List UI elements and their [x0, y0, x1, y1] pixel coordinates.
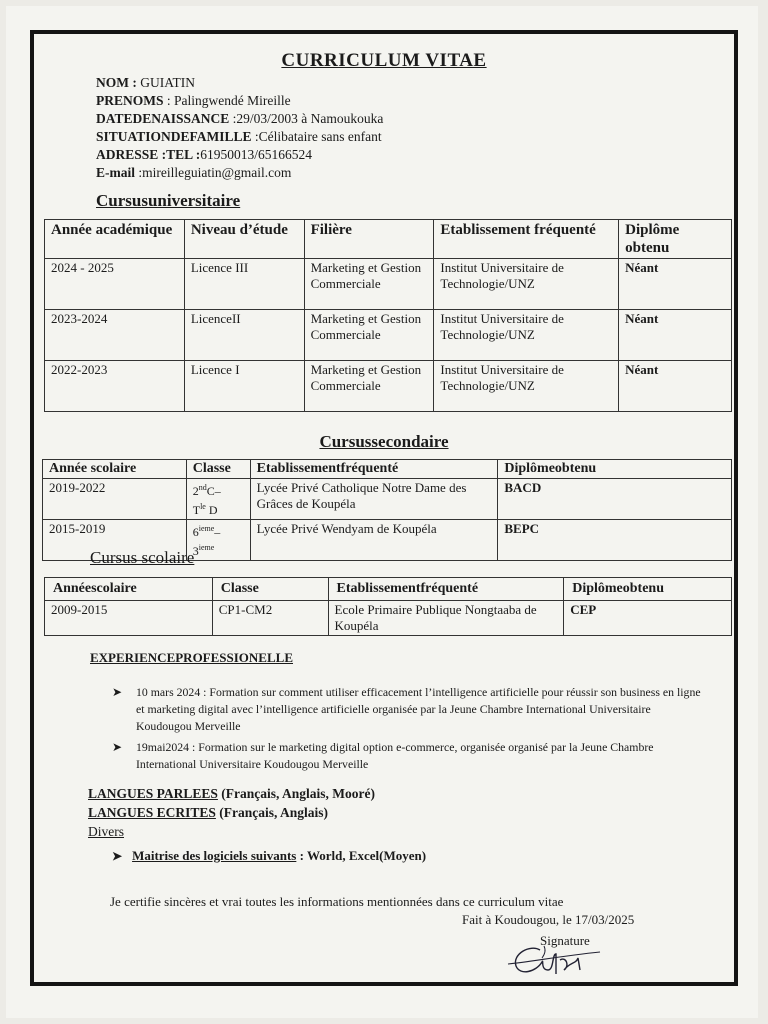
- place-date: Fait à Koudougou, le 17/03/2025: [462, 912, 635, 927]
- scolaire-col-header: Diplômeobtenu: [564, 578, 732, 601]
- table-cell: Néant: [619, 310, 732, 361]
- table-cell: Marketing et Gestion Commerciale: [304, 259, 434, 310]
- table-cell: CP1-CM2: [212, 601, 328, 636]
- scolaire-header-row: [45, 578, 732, 601]
- table-cell: Institut Universitaire de Technologie/UNZ: [434, 310, 619, 361]
- list-item: ➤ 19mai2024 : Formation sur le marketing digital option e-commerce, organisée organisé par la Jeune Chambre International Universitaire Koudougou Merveille: [112, 740, 654, 771]
- secondaire-col-header: Etablissementfréquenté: [250, 460, 498, 479]
- univ-col-header: Année académique: [45, 220, 185, 259]
- table-cell: Néant: [619, 259, 732, 310]
- table-cell: 2019-2022: [43, 479, 187, 520]
- secondaire-col-header: Année scolaire: [43, 460, 187, 479]
- divers-heading: Divers: [88, 824, 124, 839]
- arrow-bullet-icon: ➤: [112, 849, 123, 863]
- univ-table: [44, 219, 732, 412]
- table-cell: Lycée Privé Catholique Notre Dame des Grâces de Koupéla: [250, 479, 498, 520]
- classe-cell: 6ieme– 3ieme: [186, 520, 250, 561]
- secondaire-col-header: Diplômeobtenu: [498, 460, 732, 479]
- table-cell: 2015-2019: [43, 520, 187, 561]
- table-cell: Institut Universitaire de Technologie/UNZ: [434, 361, 619, 412]
- univ-header-row: [45, 220, 732, 259]
- table-cell: 2022-2023: [45, 361, 185, 412]
- scolaire-table: [44, 577, 732, 636]
- langues-ecrites: LANGUES ECRITES (Français, Anglais): [88, 805, 329, 820]
- table-cell: Ecole Primaire Publique Nongtaaba de Koupéla: [328, 601, 564, 636]
- table-cell: LicenceII: [184, 310, 304, 361]
- univ-col-header: Etablissement fréquenté: [434, 220, 619, 259]
- langues-parlees: LANGUES PARLEES (Français, Anglais, Mooré): [88, 786, 376, 801]
- cv-title: CURRICULUM VITAE: [281, 50, 487, 71]
- univ-heading: Cursusuniversitaire: [96, 191, 241, 210]
- table-cell: Marketing et Gestion Commerciale: [304, 361, 434, 412]
- table-cell: CEP: [564, 601, 732, 636]
- certification: Je certifie sincères et vrai toutes les informations mentionnées dans ce curriculum vitae: [110, 894, 564, 909]
- table-row: [45, 361, 732, 412]
- table-cell: 2009-2015: [45, 601, 213, 636]
- experience-list: [112, 684, 702, 777]
- table-cell: Néant: [619, 361, 732, 412]
- univ-col-header: Diplôme obtenu: [619, 220, 732, 259]
- scolaire-heading: Cursus scolaire: [90, 548, 195, 567]
- arrow-bullet-icon: ➤: [112, 685, 123, 699]
- table-cell: BACD: [498, 479, 732, 520]
- arrow-bullet-icon: ➤: [112, 740, 123, 754]
- secondaire-heading: Cursussecondaire: [319, 432, 449, 451]
- table-cell: BEPC: [498, 520, 732, 561]
- experience-heading: EXPERIENCEPROFESSIONELLE: [90, 650, 293, 665]
- table-cell: 2024 - 2025: [45, 259, 185, 310]
- secondaire-table: [42, 459, 732, 561]
- situation-line: SITUATIONDEFAMILLE :Célibataire sans enfant: [96, 129, 382, 144]
- personal-info: [96, 74, 383, 182]
- secondaire-header-row: [43, 460, 732, 479]
- table-row: [45, 259, 732, 310]
- scolaire-col-header: Annéescolaire: [45, 578, 213, 601]
- divers-item: ➤ Maitrise des logiciels suivants : World, Excel(Moyen): [112, 848, 427, 863]
- signature-label: Signature: [540, 933, 590, 948]
- table-cell: Marketing et Gestion Commerciale: [304, 310, 434, 361]
- table-row: [45, 310, 732, 361]
- secondaire-col-header: Classe: [186, 460, 250, 479]
- classe-cell: 2ndC– $T^{le}$ D: [186, 479, 250, 520]
- handwritten-signature: [500, 940, 610, 984]
- prenoms-line: PRENOMS : Palingwendé Mireille: [96, 93, 291, 108]
- table-row: [45, 601, 732, 636]
- scolaire-col-header: Etablissementfréquenté: [328, 578, 564, 601]
- table-row: [43, 479, 732, 520]
- univ-col-header: Niveau d’étude: [184, 220, 304, 259]
- naissance-line: DATEDENAISSANCE :29/03/2003 à Namoukouka: [96, 111, 384, 126]
- table-cell: Lycée Privé Wendyam de Koupéla: [250, 520, 498, 561]
- table-cell: Licence I: [184, 361, 304, 412]
- univ-col-header: Filière: [304, 220, 434, 259]
- list-item: ➤ 10 mars 2024 : Formation sur comment utiliser efficacement l’intelligence artificielle pour réussir son business en ligne et marketing digital avec l’intelligence artificielle organisée par la Jeune Chambre International Universitaire Koudougou Merveille: [112, 685, 701, 733]
- langues-section: [88, 784, 375, 841]
- scolaire-col-header: Classe: [212, 578, 328, 601]
- table-cell: 2023-2024: [45, 310, 185, 361]
- adresse-line: ADRESSE :TEL :61950013/65166524: [96, 147, 313, 162]
- table-cell: Licence III: [184, 259, 304, 310]
- nom-line: NOM : GUIATIN: [96, 75, 195, 90]
- table-cell: Institut Universitaire de Technologie/UNZ: [434, 259, 619, 310]
- email-line: E-mail :mireilleguiatin@gmail.com: [96, 165, 292, 180]
